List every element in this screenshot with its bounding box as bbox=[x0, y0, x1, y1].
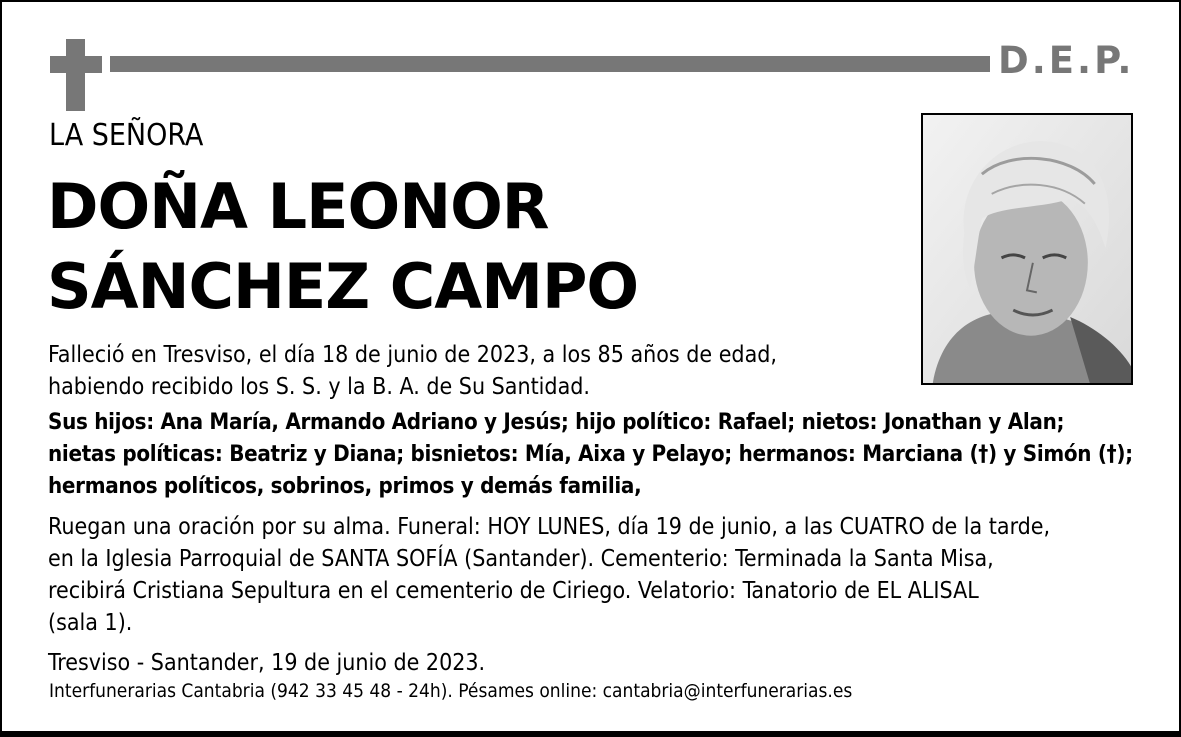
family-paragraph bbox=[48, 406, 1133, 502]
text-line: (sala 1). bbox=[48, 610, 133, 636]
death-notice-paragraph bbox=[48, 339, 777, 403]
deceased-name-line-2: SÁNCHEZ CAMPO bbox=[47, 250, 639, 323]
deceased-photo bbox=[921, 113, 1133, 385]
header-rule bbox=[110, 56, 990, 72]
text-line: recibirá Cristiana Sepultura en el cementerio de Ciriego. Velatorio: Tanatorio de EL ALISAL bbox=[48, 578, 979, 604]
portrait-image bbox=[923, 115, 1131, 383]
funeral-paragraph bbox=[48, 511, 1050, 639]
place-date: Tresviso - Santander, 19 de junio de 2023. bbox=[48, 650, 486, 676]
text-line: en la Iglesia Parroquial de SANTA SOFÍA (Santander). Cementerio: Terminada la Santa Misa, bbox=[48, 546, 994, 572]
text-line: Sus hijos: Ana María, Armando Adriano y Jesús; hijo político: Rafael; nietos: Jonathan y Alan; bbox=[48, 409, 1065, 435]
dep-label: D.E.P. bbox=[998, 39, 1135, 82]
text-line: habiendo recibido los S. S. y la B. A. de Su Santidad. bbox=[48, 374, 590, 400]
text-line: nietas políticas: Beatriz y Diana; bisnietos: Mía, Aixa y Pelayo; hermanos: Marciana (†) y Simón (†); bbox=[48, 441, 1133, 467]
text-line: Falleció en Tresviso, el día 18 de junio de 2023, a los 85 años de edad, bbox=[48, 342, 777, 368]
deceased-name-line-1: DOÑA LEONOR bbox=[47, 170, 549, 243]
honorific: LA SEÑORA bbox=[49, 118, 204, 153]
text-line: hermanos políticos, sobrinos, primos y demás familia, bbox=[48, 473, 642, 499]
text-line: Ruegan una oración por su alma. Funeral: HOY LUNES, día 19 de junio, a las CUATRO de la tarde, bbox=[48, 514, 1051, 540]
cross-icon bbox=[50, 39, 102, 111]
footer-contact: Interfunerarias Cantabria (942 33 45 48 - 24h). Pésames online: cantabria@interfunerarias.es bbox=[49, 680, 853, 702]
